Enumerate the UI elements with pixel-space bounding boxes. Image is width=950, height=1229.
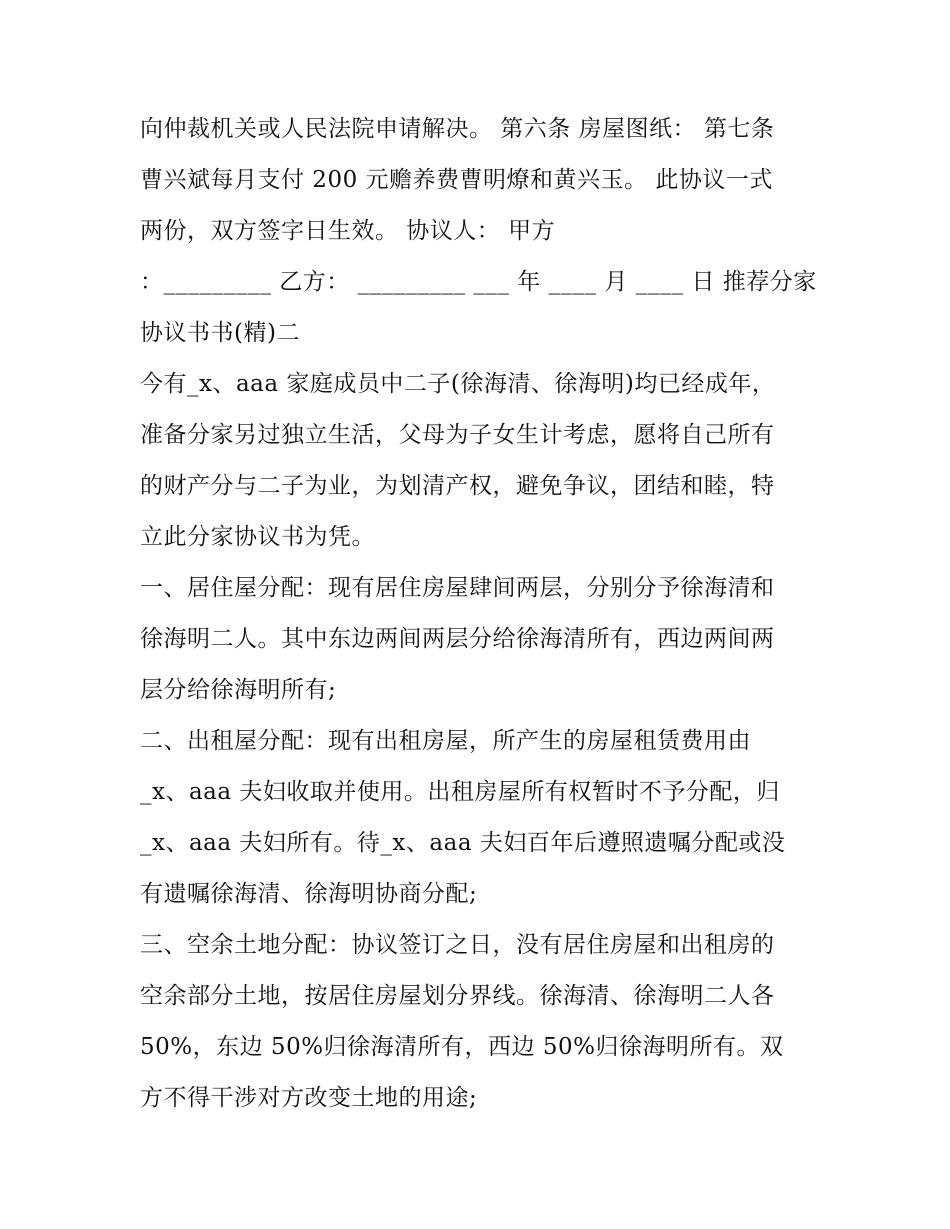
text-line: 层分给徐海明所有; (140, 677, 337, 703)
text-line: 三、空余土地分配：协议签订之日，没有居住房屋和出租房的 (140, 932, 775, 958)
text-line: 的财产分与二子为业，为划清产权，避免争议，团结和睦，特 (140, 473, 775, 499)
text-line: 徐海明二人。其中东边两间两层分给徐海清所有，西边两间两 (140, 626, 775, 652)
text-line: 向仲裁机关或人民法院申请解决。 第六条 房屋图纸： 第七条 (140, 116, 775, 142)
text-line: _x、aaa 夫妇所有。待_x、aaa 夫妇百年后遵照遗嘱分配或没 (140, 830, 786, 856)
text-line: ：_________ 乙方： _________ ___ 年 ____ 月 ____ 日 推荐分家 (140, 269, 817, 295)
text-line: 有遗嘱徐海清、徐海明协商分配; (140, 881, 478, 907)
text-line: 协议书书(精)二 (140, 320, 300, 346)
text-line: 二、出租屋分配：现有出租房屋，所产生的房屋租赁费用由 (140, 728, 751, 754)
text-line: 曹兴斌每月支付 200 元赡养费曹明燎和黄兴玉。 此协议一式 (140, 167, 773, 193)
text-line: 今有_x、aaa 家庭成员中二子(徐海清、徐海明)均已经成年， (140, 371, 776, 397)
text-line: 空余部分土地，按居住房屋划分界线。徐海清、徐海明二人各 (140, 983, 775, 1009)
document-body (140, 104, 840, 1124)
text-line: 一、居住屋分配：现有居住房屋肆间两层，分别分予徐海清和 (140, 575, 775, 601)
text-line: 立此分家协议书为凭。 (140, 524, 375, 550)
text-line: 两份，双方签字日生效。 协议人： 甲方 (140, 218, 556, 244)
text-line: 方不得干涉对方改变土地的用途; (140, 1085, 478, 1111)
text-line: 准备分家另过独立生活，父母为子女生计考虑，愿将自己所有 (140, 422, 775, 448)
text-line: _x、aaa 夫妇收取并使用。出租房屋所有权暂时不予分配，归 (140, 779, 780, 805)
text-line: 50%，东边 50%归徐海清所有，西边 50%归徐海明所有。双 (140, 1034, 784, 1060)
